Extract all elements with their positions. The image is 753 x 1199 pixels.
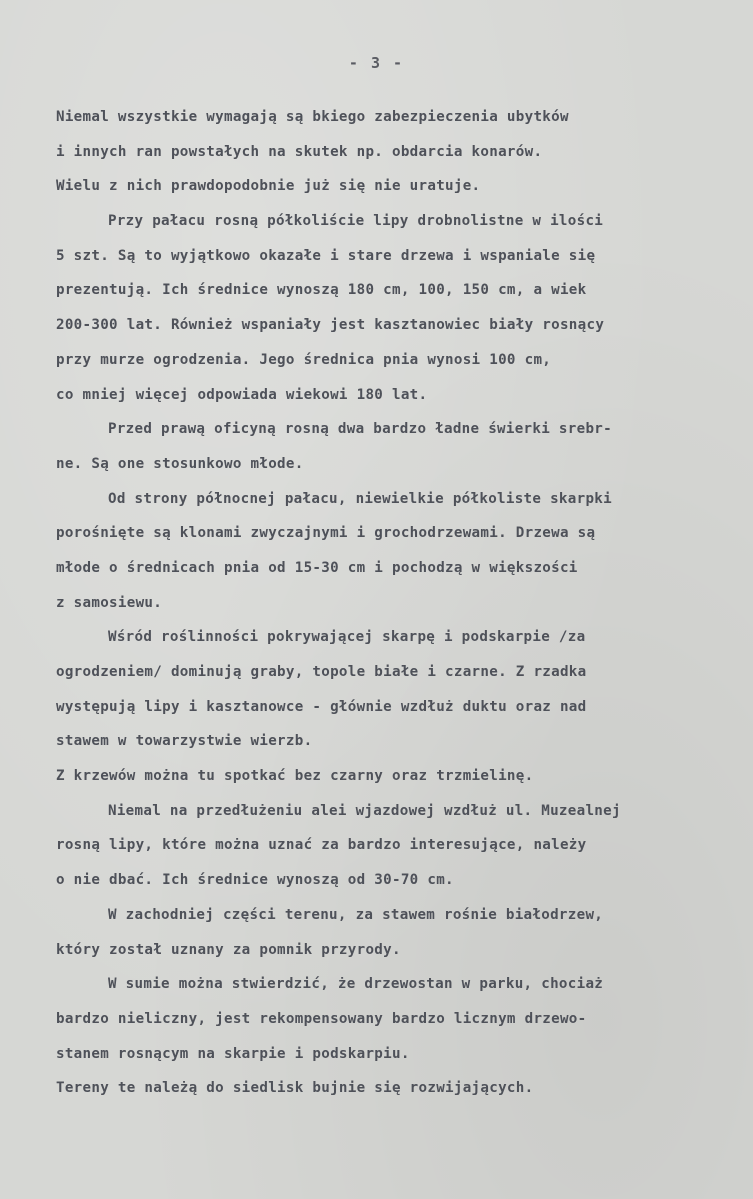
text-line: 5 szt. Są to wyjątkowo okazałe i stare drzewa i wspaniale się xyxy=(56,247,596,264)
text-line: Wśród roślinności pokrywającej skarpę i podskarpie /za xyxy=(108,629,586,646)
text-line: 200-300 lat. Również wspaniały jest kasztanowiec biały rosnący xyxy=(56,317,605,334)
text-line: Tereny te należą do siedlisk bujnie się rozwijających. xyxy=(56,1080,534,1097)
text-line: Wielu z nich prawdopodobnie już się nie uratuje. xyxy=(56,178,481,195)
text-line: z samosiewu. xyxy=(56,594,163,611)
text-line: i innych ran powstałych na skutek np. obdarcia konarów. xyxy=(56,143,543,160)
text-line: ogrodzeniem/ dominują graby, topole białe i czarne. Z rzadka xyxy=(56,664,587,680)
text-line: występują lipy i kasztanowce - głównie wzdłuż duktu oraz nad xyxy=(56,698,587,715)
text-line: bardzo nieliczny, jest rekompensowany bardzo licznym drzewo- xyxy=(56,1010,587,1027)
text-line: Z krzewów można tu spotkać bez czarny oraz trzmielinę. xyxy=(56,768,534,785)
text-line: Od strony północnej pałacu, niewielkie półkoliste skarpki xyxy=(108,490,612,507)
text-line: rosną lipy, które można uznać za bardzo interesujące, należy xyxy=(56,837,587,854)
text-line: stanem rosnącym na skarpie i podskarpiu. xyxy=(56,1045,410,1062)
text-line: przy murze ogrodzenia. Jego średnica pnia wynosi 100 cm, xyxy=(56,351,552,368)
text-line: co mniej więcej odpowiada wiekowi 180 lat. xyxy=(56,386,428,403)
text-line: Przy pałacu rosną półkoliście lipy drobnolistne w ilości xyxy=(108,213,604,230)
page-number: - 3 - xyxy=(348,54,405,72)
text-line: ne. Są one stosunkowo młode. xyxy=(56,455,304,472)
text-line: W sumie można stwierdzić, że drzewostan w parku, chociaż xyxy=(108,976,604,993)
text-line: porośnięte są klonami zwyczajnymi i grochodrzewami. Drzewa są xyxy=(56,525,596,542)
text-line: prezentują. Ich średnice wynoszą 180 cm, 100, 150 cm, a wiek xyxy=(56,282,587,299)
text-line: Niemal na przedłużeniu alei wjazdowej wzdłuż ul. Muzealnej xyxy=(108,802,621,819)
text-line: młode o średnicach pnia od 15-30 cm i pochodzą w większości xyxy=(56,559,578,576)
text-line: który został uznany za pomnik przyrody. xyxy=(56,941,401,958)
text-line: Przed prawą oficyną rosną dwa bardzo ładne świerki srebr- xyxy=(108,421,612,438)
text-line: stawem w towarzystwie wierzb. xyxy=(56,733,313,750)
text-line: Niemal wszystkie wymagają są bkiego zabezpieczenia ubytków xyxy=(56,109,569,125)
text-line: o nie dbać. Ich średnice wynoszą od 30-70 cm. xyxy=(56,872,454,889)
document-body xyxy=(56,100,736,1106)
text-line: W zachodniej części terenu, za stawem rośnie białodrzew, xyxy=(108,906,604,923)
